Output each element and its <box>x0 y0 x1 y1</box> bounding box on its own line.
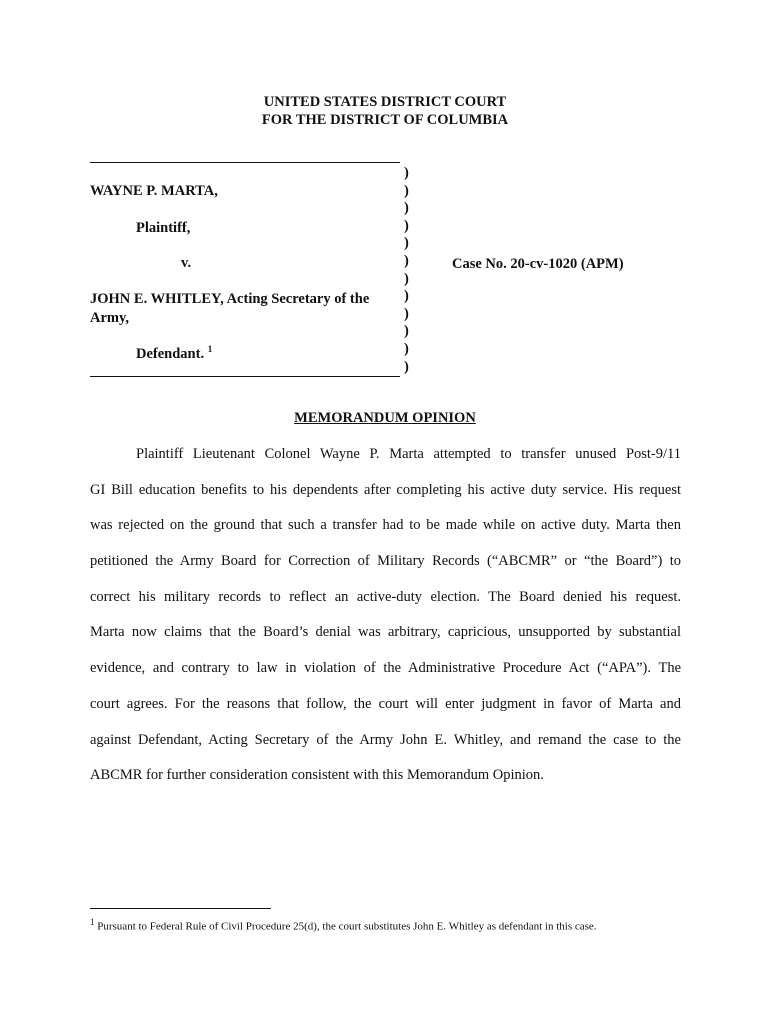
court-name-line1: UNITED STATES DISTRICT COURT <box>263 94 507 110</box>
paren: ) <box>404 323 409 340</box>
court-name-line2: FOR THE DISTRICT OF COLUMBIA <box>261 112 509 128</box>
caption-bottom-rule <box>90 376 400 377</box>
body-line: Plaintiff Lieutenant Colonel Wayne P. Marta attempted to transfer unused Post-9/11 <box>136 446 681 462</box>
footnote-marker: 1 <box>90 917 95 927</box>
versus-label: v. <box>181 255 192 271</box>
paren: ) <box>404 252 409 269</box>
plaintiff-role: Plaintiff, <box>136 220 191 236</box>
defendant-name-line1: JOHN E. WHITLEY, Acting Secretary of the <box>90 291 370 307</box>
paren: ) <box>404 182 409 199</box>
body-line: petitioned the Army Board for Correction of Military Records (“ABCMR” or “the Board”) to <box>90 553 681 569</box>
defendant-role-label: Defendant. <box>136 345 205 362</box>
paren: ) <box>404 288 409 305</box>
body-line: against Defendant, Acting Secretary of the Army John E. Whitley, and remand the case to the <box>90 732 681 748</box>
paren: ) <box>404 270 409 287</box>
defendant-footnote-marker: 1 <box>207 344 213 354</box>
paren: ) <box>404 358 409 375</box>
defendant-role <box>136 344 212 363</box>
body-line: GI Bill education benefits to his dependents after completing his active duty service. His request <box>90 482 681 498</box>
paren: ) <box>404 305 409 322</box>
footnote-separator <box>90 908 271 909</box>
paren: ) <box>404 217 409 234</box>
body-line-last: ABCMR for further consideration consistent with this Memorandum Opinion. <box>90 767 544 783</box>
defendant-name-line2: Army, <box>90 310 130 326</box>
case-number: Case No. 20-cv-1020 (APM) <box>452 256 624 272</box>
body-line: was rejected on the ground that such a transfer had to be made while on active duty. Marta then <box>90 517 681 533</box>
caption-top-rule <box>90 162 400 163</box>
paren: ) <box>404 200 409 217</box>
paren: ) <box>404 235 409 252</box>
paren: ) <box>404 165 409 181</box>
footnote-text: Pursuant to Federal Rule of Civil Procedure 25(d), the court substitutes John E. Whitley as defendant in this case. <box>97 920 597 933</box>
opinion-heading: MEMORANDUM OPINION <box>294 410 476 426</box>
plaintiff-name: WAYNE P. MARTA, <box>90 183 218 199</box>
body-line: court agrees. For the reasons that follow, the court will enter judgment in favor of Marta and <box>90 696 681 712</box>
caption-paren-column <box>404 165 409 376</box>
body-line: evidence, and contrary to law in violation of the Administrative Procedure Act (“APA”). The <box>90 660 681 676</box>
footnote <box>90 917 597 933</box>
body-line: Marta now claims that the Board’s denial was arbitrary, capricious, unsupported by substantial <box>90 624 681 640</box>
paren: ) <box>404 340 409 357</box>
body-line: correct his military records to reflect an active-duty election. The Board denied his request. <box>90 589 681 605</box>
